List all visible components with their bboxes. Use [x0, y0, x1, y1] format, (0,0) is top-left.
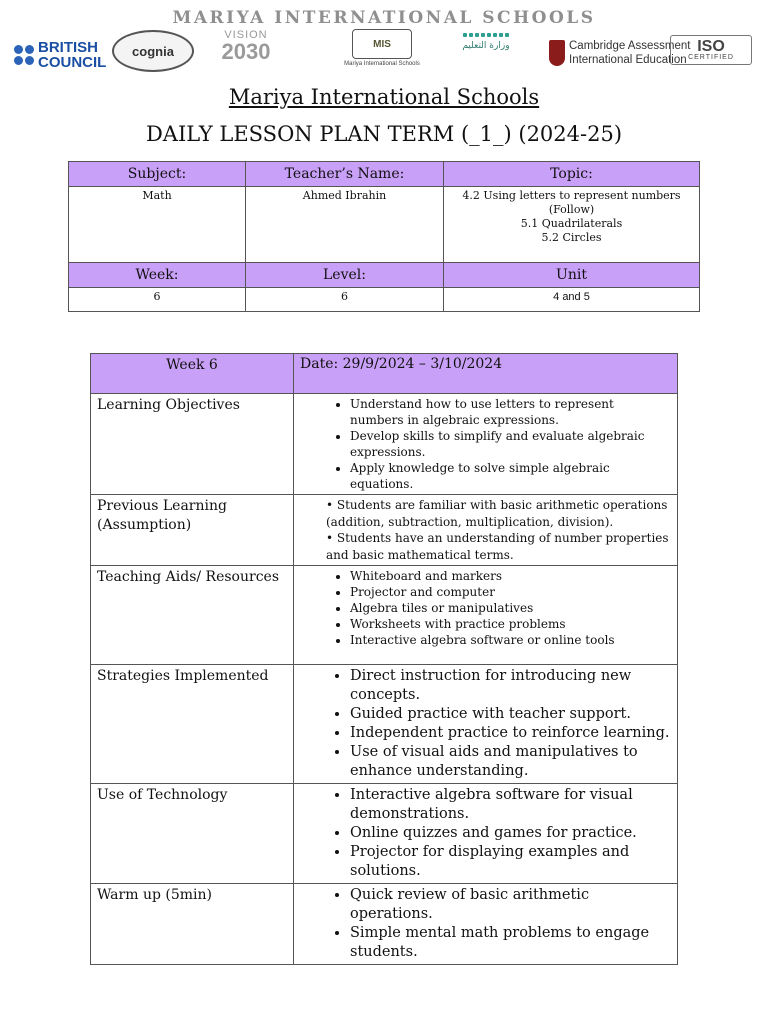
list-item: • Develop skills to simplify and evaluate algebraic expressions. [350, 428, 671, 460]
previous-learning-cell [294, 495, 678, 566]
list-item: • Interactive algebra software or online tools [350, 632, 671, 648]
list-item: • Direct instruction for introducing new concepts. [350, 667, 671, 705]
accreditation-logo-bar [12, 29, 756, 73]
subject-label: Subject: [69, 162, 246, 187]
teaching-aids-label: Teaching Aids/ Resources [91, 566, 294, 665]
list-item: • Online quizzes and games for practice. [350, 824, 671, 843]
warm-up-label: Warm up (5min) [91, 884, 294, 965]
week-cell: Week 6 [91, 354, 294, 394]
cognia-logo: cognia [112, 30, 194, 72]
cambridge-assessment-logo: Cambridge Assessment International Education [549, 31, 690, 75]
list-item: • Independent practice to reinforce learning. [350, 724, 671, 743]
previous-learning-label: Previous Learning (Assumption) [91, 495, 294, 566]
objectives-cell [294, 394, 678, 495]
list-item: • Projector and computer [350, 584, 671, 600]
iso-certified-logo: ISO CERTIFIED [670, 35, 752, 65]
document-subtitle: DAILY LESSON PLAN TERM (_1_) (2024-25) [145, 122, 623, 146]
level-value: 6 [246, 288, 444, 312]
topic-label: Topic: [444, 162, 700, 187]
list-item: • Worksheets with practice problems [350, 616, 671, 632]
list-item: • Use of visual aids and manipulatives to enhance understanding. [350, 743, 671, 781]
ministry-of-education-logo: وزارة التعليم [444, 29, 528, 73]
week-label: Week: [69, 263, 246, 288]
list-item: • Apply knowledge to solve simple algebraic equations. [350, 460, 671, 492]
list-item: • Students have an understanding of number properties and basic mathematical terms. [326, 531, 669, 562]
list-item: • Simple mental math problems to engage students. [350, 924, 671, 962]
school-name-banner: MARIYA INTERNATIONAL SCHOOLS [172, 8, 596, 28]
date-cell: Date: 29/9/2024 – 3/10/2024 [294, 354, 678, 394]
vision-2030-logo: VISION 2030 [221, 29, 271, 64]
teacher-value: Ahmed Ibrahin [246, 187, 444, 263]
subject-value: Math [69, 187, 246, 263]
week-value: 6 [69, 288, 246, 312]
lesson-info-table [68, 161, 700, 312]
document-title: Mariya International Schools [228, 85, 540, 109]
unit-label: Unit [444, 263, 700, 288]
list-item: • Understand how to use letters to represent numbers in algebraic expressions. [350, 396, 671, 428]
lesson-plan-table [90, 353, 678, 965]
list-item: • Projector for displaying examples and solutions. [350, 843, 671, 881]
mis-crest-logo: MIS Mariya International Schools [322, 29, 442, 73]
list-item: • Interactive algebra software for visual demonstrations. [350, 786, 671, 824]
list-item: • Guided practice with teacher support. [350, 705, 671, 724]
teacher-label: Teacher’s Name: [246, 162, 444, 187]
objectives-label: Learning Objectives [91, 394, 294, 495]
teaching-aids-cell [294, 566, 678, 665]
unit-value: 4 and 5 [444, 288, 700, 312]
level-label: Level: [246, 263, 444, 288]
strategies-label: Strategies Implemented [91, 665, 294, 784]
list-item: • Quick review of basic arithmetic operations. [350, 886, 671, 924]
technology-label: Use of Technology [91, 784, 294, 884]
strategies-cell [294, 665, 678, 784]
british-council-logo: BRITISH COUNCIL [14, 33, 106, 77]
topic-value: 4.2 Using letters to represent numbers (Follow) 5.1 Quadrilaterals 5.2 Circles [444, 187, 700, 263]
list-item: • Whiteboard and markers [350, 568, 671, 584]
technology-cell [294, 784, 678, 884]
list-item: • Algebra tiles or manipulatives [350, 600, 671, 616]
warm-up-cell [294, 884, 678, 965]
list-item: • Students are familiar with basic arithmetic operations (addition, subtraction, multiplication, division). [326, 498, 668, 529]
